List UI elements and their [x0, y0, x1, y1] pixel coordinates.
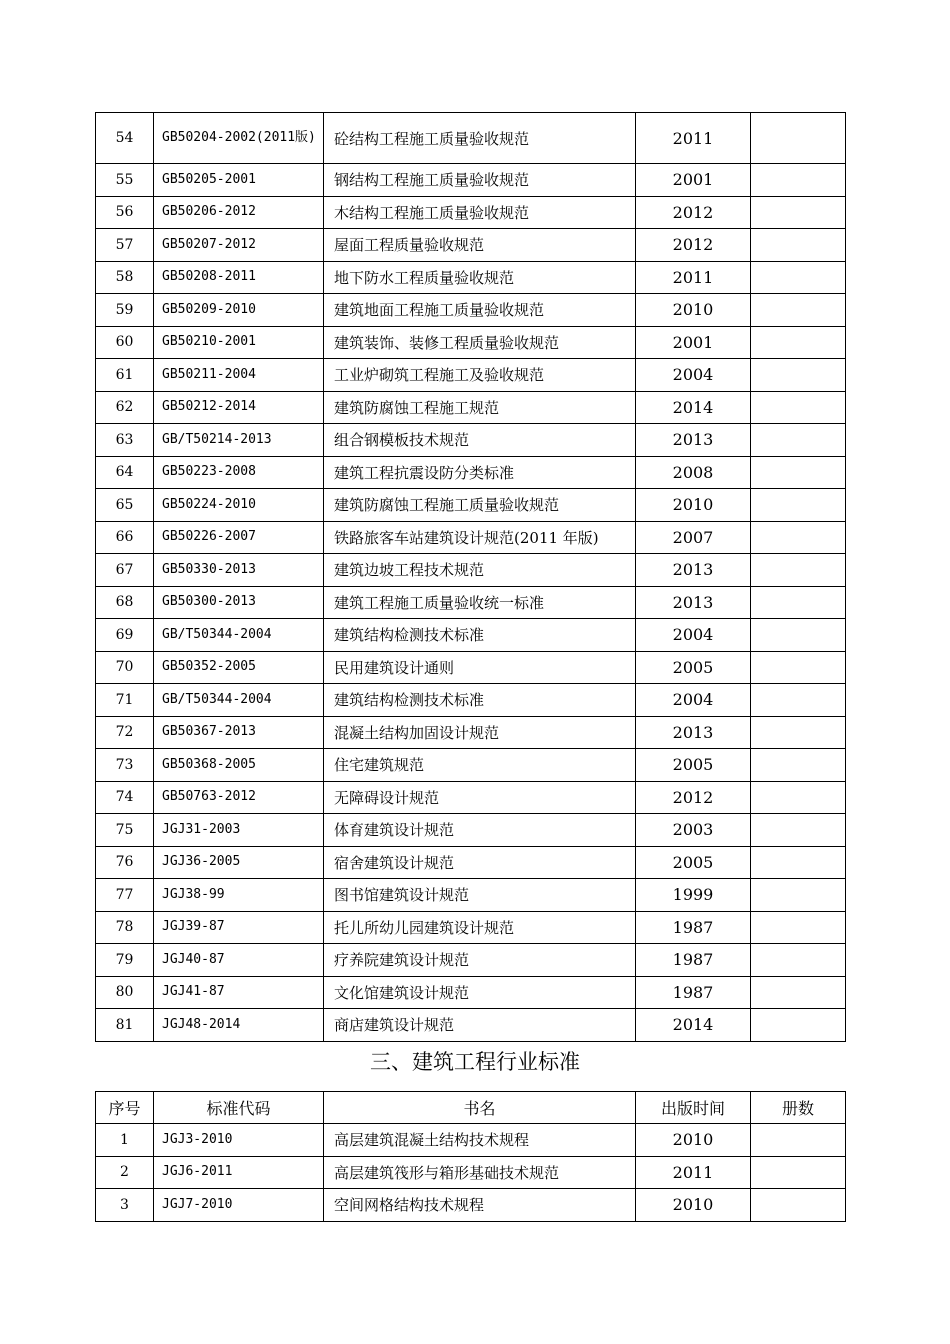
header-volume-count: 册数	[751, 1092, 846, 1124]
cell-standard-code	[154, 684, 324, 717]
cell-book-title: 住宅建筑规范	[324, 749, 636, 782]
table-row	[96, 619, 846, 652]
cell-book-title: 铁路旅客车站建筑设计规范(2011 年版)	[324, 521, 636, 554]
cell-book-title: 地下防水工程质量验收规范	[324, 261, 636, 294]
table-row	[96, 1009, 846, 1042]
cell-book-title: 宿舍建筑设计规范	[324, 846, 636, 879]
table-row	[96, 749, 846, 782]
cell-serial-number: 65	[96, 489, 154, 522]
cell-serial-number: 68	[96, 586, 154, 619]
standard-code-text: JGJ6-2011	[162, 1164, 233, 1180]
standards-table-national	[95, 112, 846, 1042]
cell-book-title: 建筑边坡工程技术规范	[324, 554, 636, 587]
cell-standard-code	[154, 521, 324, 554]
cell-standard-code	[154, 814, 324, 847]
cell-standard-code	[154, 619, 324, 652]
standard-code-text: GB50330-2013	[162, 561, 256, 577]
cell-serial-number: 66	[96, 521, 154, 554]
cell-volume-count	[751, 554, 846, 587]
cell-serial-number: 71	[96, 684, 154, 717]
table-row	[96, 554, 846, 587]
table-row	[96, 391, 846, 424]
table-row	[96, 716, 846, 749]
table-row	[96, 651, 846, 684]
cell-volume-count	[751, 229, 846, 262]
cell-standard-code	[154, 586, 324, 619]
cell-publish-date: 2011	[636, 1156, 751, 1189]
standard-code-text: JGJ36-2005	[162, 854, 241, 870]
standard-code-text: GB50207-2012	[162, 236, 256, 252]
cell-volume-count	[751, 326, 846, 359]
cell-volume-count	[751, 1189, 846, 1222]
cell-publish-date: 2011	[636, 261, 751, 294]
standard-code-text: JGJ41-87	[162, 984, 225, 1000]
cell-book-title: 高层建筑混凝土结构技术规程	[324, 1124, 636, 1157]
standard-code-text: GB50204-2002(2011版)	[162, 130, 316, 145]
cell-standard-code	[154, 261, 324, 294]
cell-publish-date: 2013	[636, 586, 751, 619]
cell-serial-number: 59	[96, 294, 154, 327]
cell-volume-count	[751, 164, 846, 197]
cell-serial-number: 64	[96, 456, 154, 489]
cell-publish-date: 2012	[636, 781, 751, 814]
cell-standard-code	[154, 846, 324, 879]
cell-publish-date: 2011	[636, 113, 751, 164]
table-header-row	[96, 1092, 846, 1124]
cell-publish-date: 1987	[636, 944, 751, 977]
cell-publish-date: 2012	[636, 196, 751, 229]
cell-publish-date: 1987	[636, 976, 751, 1009]
cell-publish-date: 1999	[636, 879, 751, 912]
table-row	[96, 521, 846, 554]
cell-standard-code	[154, 456, 324, 489]
table-row	[96, 326, 846, 359]
cell-publish-date: 2008	[636, 456, 751, 489]
cell-book-title: 无障碍设计规范	[324, 781, 636, 814]
table-row	[96, 261, 846, 294]
cell-book-title: 文化馆建筑设计规范	[324, 976, 636, 1009]
cell-standard-code	[154, 911, 324, 944]
standard-code-text: JGJ38-99	[162, 886, 225, 902]
cell-serial-number: 79	[96, 944, 154, 977]
cell-volume-count	[751, 489, 846, 522]
standard-code-text: GB50368-2005	[162, 756, 256, 772]
cell-standard-code	[154, 879, 324, 912]
cell-volume-count	[751, 976, 846, 1009]
cell-publish-date: 2005	[636, 651, 751, 684]
cell-volume-count	[751, 944, 846, 977]
section-title: 三、建筑工程行业标准	[370, 1050, 580, 1074]
cell-volume-count	[751, 846, 846, 879]
cell-standard-code	[154, 113, 324, 164]
table-row	[96, 489, 846, 522]
cell-serial-number: 72	[96, 716, 154, 749]
table-row	[96, 456, 846, 489]
standard-code-text: JGJ7-2010	[162, 1196, 233, 1212]
cell-publish-date: 2013	[636, 716, 751, 749]
standard-code-text: GB50205-2001	[162, 171, 256, 187]
cell-standard-code	[154, 229, 324, 262]
cell-book-title: 商店建筑设计规范	[324, 1009, 636, 1042]
header-standard-code: 标准代码	[154, 1092, 324, 1124]
cell-standard-code	[154, 196, 324, 229]
cell-book-title: 空间网格结构技术规程	[324, 1189, 636, 1222]
cell-serial-number: 77	[96, 879, 154, 912]
table-row	[96, 113, 846, 164]
table-row	[96, 294, 846, 327]
standard-code-text: GB/T50344-2004	[162, 691, 272, 707]
cell-book-title: 建筑装饰、装修工程质量验收规范	[324, 326, 636, 359]
table-row	[96, 424, 846, 457]
cell-book-title: 建筑地面工程施工质量验收规范	[324, 294, 636, 327]
standard-code-text: GB50352-2005	[162, 659, 256, 675]
standard-code-text: GB50367-2013	[162, 724, 256, 740]
cell-volume-count	[751, 716, 846, 749]
cell-book-title: 木结构工程施工质量验收规范	[324, 196, 636, 229]
cell-serial-number: 1	[96, 1124, 154, 1157]
cell-publish-date: 2014	[636, 391, 751, 424]
cell-standard-code	[154, 554, 324, 587]
standard-code-text: JGJ39-87	[162, 919, 225, 935]
standard-code-text: GB50206-2012	[162, 204, 256, 220]
cell-volume-count	[751, 1009, 846, 1042]
cell-book-title: 民用建筑设计通则	[324, 651, 636, 684]
cell-volume-count	[751, 781, 846, 814]
standard-code-text: JGJ3-2010	[162, 1131, 233, 1147]
cell-serial-number: 61	[96, 359, 154, 392]
standard-code-text: JGJ48-2014	[162, 1016, 241, 1032]
cell-publish-date: 2013	[636, 554, 751, 587]
cell-serial-number: 67	[96, 554, 154, 587]
cell-publish-date: 2010	[636, 1124, 751, 1157]
cell-book-title: 建筑工程抗震设防分类标准	[324, 456, 636, 489]
cell-serial-number: 69	[96, 619, 154, 652]
standard-code-text: GB50763-2012	[162, 789, 256, 805]
cell-volume-count	[751, 879, 846, 912]
cell-serial-number: 60	[96, 326, 154, 359]
cell-volume-count	[751, 113, 846, 164]
cell-book-title: 工业炉砌筑工程施工及验收规范	[324, 359, 636, 392]
cell-serial-number: 57	[96, 229, 154, 262]
cell-volume-count	[751, 619, 846, 652]
cell-volume-count	[751, 261, 846, 294]
cell-standard-code	[154, 489, 324, 522]
cell-serial-number: 3	[96, 1189, 154, 1222]
cell-serial-number: 76	[96, 846, 154, 879]
cell-publish-date: 2005	[636, 749, 751, 782]
cell-publish-date: 2007	[636, 521, 751, 554]
cell-serial-number: 73	[96, 749, 154, 782]
standards-table-industry	[95, 1091, 846, 1222]
cell-serial-number: 70	[96, 651, 154, 684]
cell-publish-date: 2004	[636, 684, 751, 717]
cell-volume-count	[751, 1124, 846, 1157]
cell-volume-count	[751, 359, 846, 392]
standard-code-text: GB/T50214-2013	[162, 431, 272, 447]
cell-volume-count	[751, 1156, 846, 1189]
standard-code-text: JGJ40-87	[162, 951, 225, 967]
cell-book-title: 图书馆建筑设计规范	[324, 879, 636, 912]
cell-publish-date: 2014	[636, 1009, 751, 1042]
cell-book-title: 组合钢模板技术规范	[324, 424, 636, 457]
cell-serial-number: 81	[96, 1009, 154, 1042]
cell-serial-number: 62	[96, 391, 154, 424]
cell-standard-code	[154, 1156, 324, 1189]
cell-book-title: 钢结构工程施工质量验收规范	[324, 164, 636, 197]
cell-serial-number: 75	[96, 814, 154, 847]
cell-publish-date: 2005	[636, 846, 751, 879]
cell-standard-code	[154, 294, 324, 327]
cell-book-title: 托儿所幼儿园建筑设计规范	[324, 911, 636, 944]
standard-code-text: GB50211-2004	[162, 366, 256, 382]
table-row	[96, 944, 846, 977]
cell-standard-code	[154, 424, 324, 457]
table-row	[96, 196, 846, 229]
cell-publish-date: 2003	[636, 814, 751, 847]
table-row	[96, 684, 846, 717]
cell-volume-count	[751, 456, 846, 489]
standard-code-text: GB50210-2001	[162, 334, 256, 350]
cell-volume-count	[751, 586, 846, 619]
standards-table-body	[96, 1124, 846, 1222]
cell-publish-date: 1987	[636, 911, 751, 944]
cell-standard-code	[154, 944, 324, 977]
cell-standard-code	[154, 326, 324, 359]
table-row	[96, 781, 846, 814]
cell-standard-code	[154, 976, 324, 1009]
cell-book-title: 疗养院建筑设计规范	[324, 944, 636, 977]
cell-volume-count	[751, 294, 846, 327]
cell-book-title: 混凝土结构加固设计规范	[324, 716, 636, 749]
cell-book-title: 建筑工程施工质量验收统一标准	[324, 586, 636, 619]
cell-serial-number: 63	[96, 424, 154, 457]
cell-book-title: 高层建筑筏形与箱形基础技术规范	[324, 1156, 636, 1189]
table-row	[96, 1189, 846, 1222]
cell-book-title: 建筑防腐蚀工程施工规范	[324, 391, 636, 424]
table-row	[96, 911, 846, 944]
table-row	[96, 846, 846, 879]
cell-publish-date: 2010	[636, 294, 751, 327]
table-row	[96, 164, 846, 197]
table-row	[96, 879, 846, 912]
cell-book-title: 建筑结构检测技术标准	[324, 619, 636, 652]
table-row	[96, 976, 846, 1009]
standard-code-text: GB50300-2013	[162, 594, 256, 610]
cell-standard-code	[154, 1009, 324, 1042]
cell-publish-date: 2001	[636, 326, 751, 359]
cell-standard-code	[154, 164, 324, 197]
standard-code-text: JGJ31-2003	[162, 821, 241, 837]
cell-publish-date: 2001	[636, 164, 751, 197]
cell-volume-count	[751, 521, 846, 554]
cell-volume-count	[751, 196, 846, 229]
cell-volume-count	[751, 814, 846, 847]
cell-serial-number: 54	[96, 113, 154, 164]
header-book-title: 书名	[324, 1092, 636, 1124]
standard-code-text: GB/T50344-2004	[162, 626, 272, 642]
cell-publish-date: 2013	[636, 424, 751, 457]
cell-standard-code	[154, 1189, 324, 1222]
cell-publish-date: 2010	[636, 489, 751, 522]
cell-book-title: 砼结构工程施工质量验收规范	[324, 113, 636, 164]
cell-serial-number: 56	[96, 196, 154, 229]
cell-serial-number: 74	[96, 781, 154, 814]
cell-book-title: 建筑防腐蚀工程施工质量验收规范	[324, 489, 636, 522]
table-row	[96, 229, 846, 262]
cell-serial-number: 55	[96, 164, 154, 197]
cell-volume-count	[751, 424, 846, 457]
table-row	[96, 1156, 846, 1189]
standard-code-text: GB50223-2008	[162, 464, 256, 480]
table-row	[96, 359, 846, 392]
table-row	[96, 1124, 846, 1157]
cell-standard-code	[154, 359, 324, 392]
cell-standard-code	[154, 749, 324, 782]
cell-book-title: 体育建筑设计规范	[324, 814, 636, 847]
standard-code-text: GB50208-2011	[162, 269, 256, 285]
cell-publish-date: 2004	[636, 619, 751, 652]
header-serial-number: 序号	[96, 1092, 154, 1124]
cell-volume-count	[751, 911, 846, 944]
standard-code-text: GB50226-2007	[162, 529, 256, 545]
cell-serial-number: 58	[96, 261, 154, 294]
cell-standard-code	[154, 651, 324, 684]
cell-publish-date: 2010	[636, 1189, 751, 1222]
table-row	[96, 586, 846, 619]
cell-standard-code	[154, 1124, 324, 1157]
cell-standard-code	[154, 716, 324, 749]
cell-book-title: 屋面工程质量验收规范	[324, 229, 636, 262]
cell-volume-count	[751, 684, 846, 717]
cell-standard-code	[154, 781, 324, 814]
cell-serial-number: 2	[96, 1156, 154, 1189]
cell-volume-count	[751, 651, 846, 684]
table-row	[96, 814, 846, 847]
cell-volume-count	[751, 749, 846, 782]
standards-table-body	[96, 113, 846, 1042]
header-publish-date: 出版时间	[636, 1092, 751, 1124]
standard-code-text: GB50212-2014	[162, 399, 256, 415]
standard-code-text: GB50224-2010	[162, 496, 256, 512]
cell-serial-number: 80	[96, 976, 154, 1009]
cell-standard-code	[154, 391, 324, 424]
standard-code-text: GB50209-2010	[162, 301, 256, 317]
cell-publish-date: 2012	[636, 229, 751, 262]
cell-book-title: 建筑结构检测技术标准	[324, 684, 636, 717]
cell-serial-number: 78	[96, 911, 154, 944]
cell-publish-date: 2004	[636, 359, 751, 392]
cell-volume-count	[751, 391, 846, 424]
